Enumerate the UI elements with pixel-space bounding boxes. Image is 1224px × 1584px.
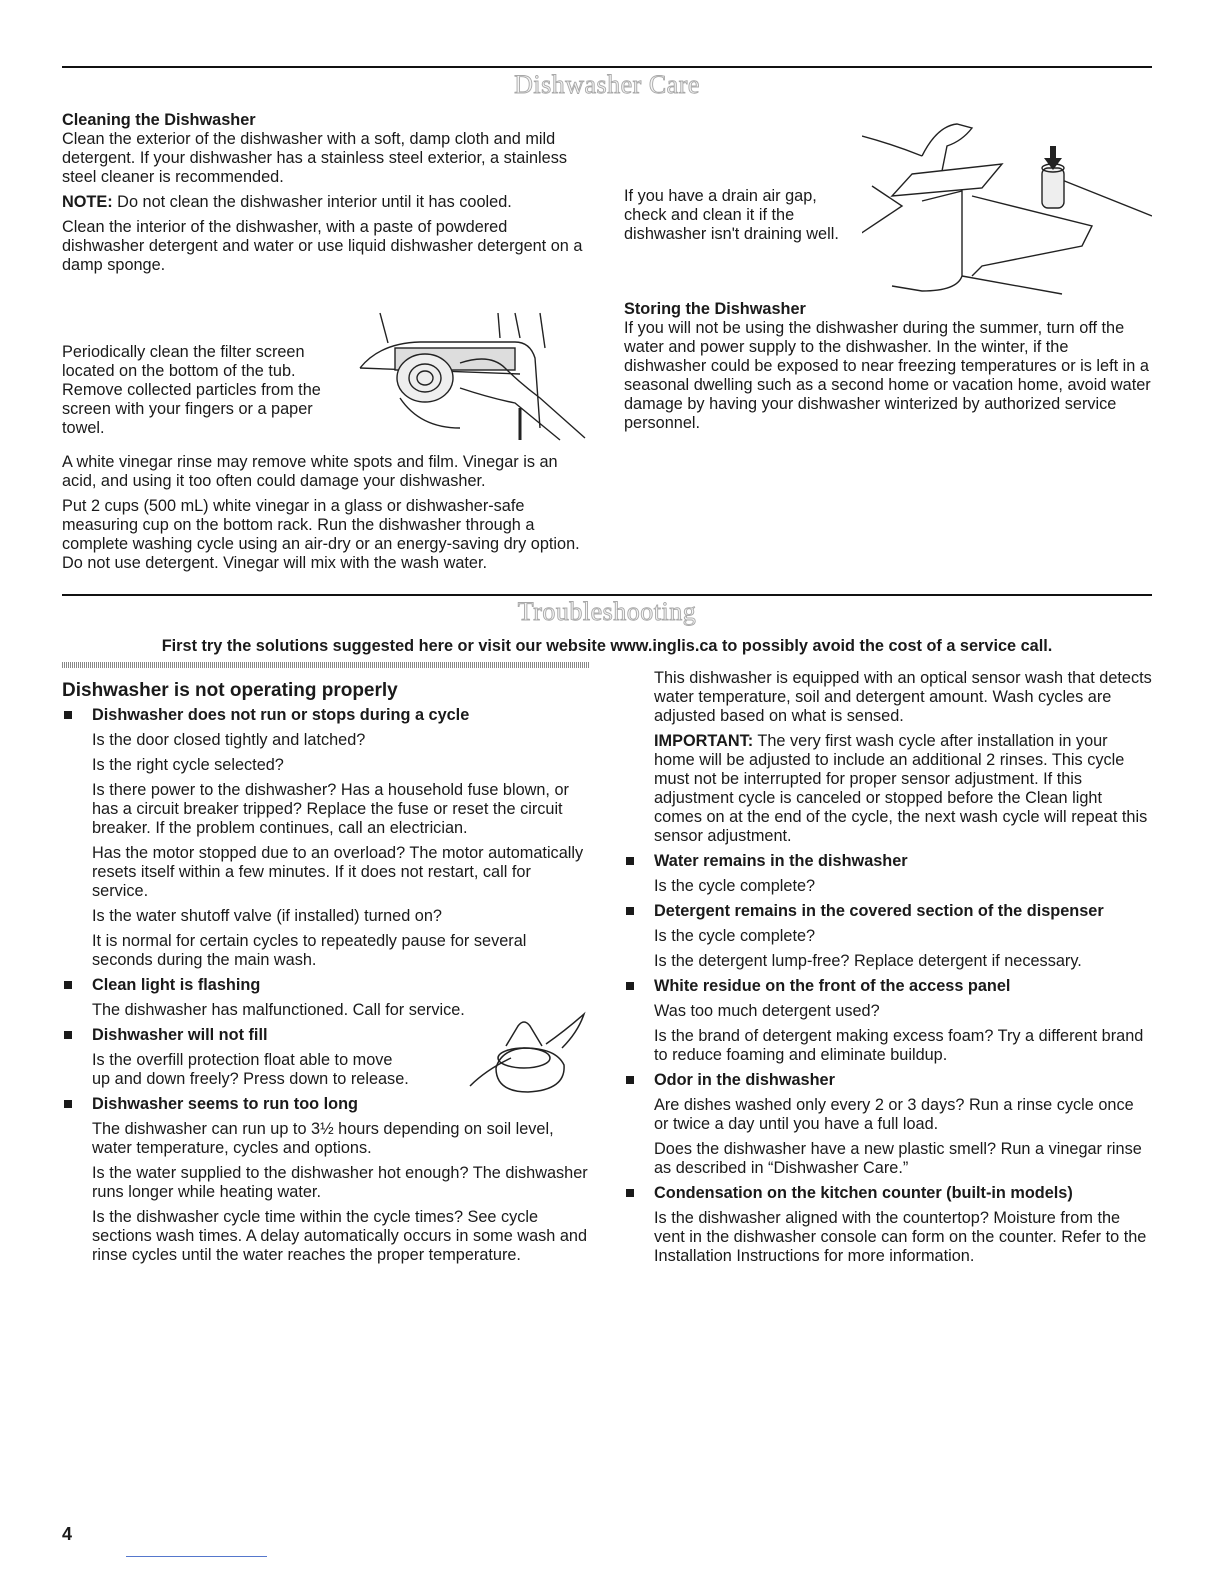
bullet-does-not-run: Dishwasher does not run or stops during a cycle — [62, 706, 590, 725]
bullet-odor: Odor in the dishwasher — [624, 1071, 1152, 1090]
troubleshooting-intro: First try the solutions suggested here or visit our website www.inglis.ca to possibly avoid the cost of a service call. — [161, 637, 1053, 655]
footer-link-underline — [126, 1556, 267, 1557]
line: Is the right cycle selected? — [92, 756, 284, 774]
air-gap-text: If you have a drain air gap, check and clean it if the dishwasher isn't draining well. — [624, 187, 839, 243]
vinegar-p2: Put 2 cups (500 mL) white vinegar in a glass or dishwasher-safe measuring cup on the bottom rack. Run the dishwasher through a complete washing cycle using an air-dry or an energy-saving dry option. Do not use detergent. Vinegar will mix with the wash water. — [62, 497, 580, 572]
note-paragraph — [62, 193, 590, 212]
bullet-condensation: Condensation on the kitchen counter (built-in models) — [624, 1184, 1152, 1203]
storing-section — [624, 300, 1152, 433]
note-text: Do not clean the dishwasher interior until it has cooled. — [112, 193, 512, 211]
line: Is the cycle complete? — [654, 927, 816, 945]
cleaning-p2: Clean the interior of the dishwasher, with a paste of powdered dishwasher detergent and water or use liquid dishwasher detergent on a damp sponge. — [62, 218, 583, 274]
line: Is the water shutoff valve (if installed) turned on? — [92, 907, 442, 925]
line: Is the brand of detergent making excess foam? Try a different brand to reduce foaming and eliminate buildup. — [654, 1027, 1144, 1064]
note-label: NOTE: — [62, 193, 113, 211]
line: Are dishes washed only every 2 or 3 days? Run a rinse cycle once or twice a day until you have a full load. — [654, 1096, 1134, 1133]
line: Is the dishwasher cycle time within the cycle times? See cycle sections wash times. A delay automatically occurs in some wash and rinse cycles until the water reaches the proper temperature. — [92, 1208, 588, 1264]
line: Was too much detergent used? — [654, 1002, 880, 1020]
cleaning-section — [62, 111, 590, 275]
line: Is the door closed tightly and latched? — [92, 731, 366, 749]
line: It is normal for certain cycles to repeatedly pause for several seconds during the main wash. — [92, 932, 527, 969]
right-column — [624, 669, 1152, 1266]
section-title-care: Dishwasher Care — [514, 70, 700, 99]
vinegar-p1: A white vinegar rinse may remove white spots and film. Vinegar is an acid, and using it too often could damage your dishwasher. — [62, 453, 558, 490]
top-rule — [62, 66, 1152, 68]
important-text: The very first wash cycle after installation in your home will be adjusted to include an additional 2 rinses. This cycle must not be interrupted for proper sensor adjustment. If this adjustment cycle is canceled or stopped before the Clean light comes on at the end of the cycle, the next wash cycle will repeat this sensor adjustment. — [654, 732, 1148, 845]
sensor-text: This dishwasher is equipped with an optical sensor wash that detects water temperature, soil and detergent amount. Wash cycles are adjusted based on what is sensed. — [654, 669, 1152, 725]
bullet-white-residue: White residue on the front of the access panel — [624, 977, 1152, 996]
page-number: 4 — [62, 1524, 73, 1544]
section-title-troubleshooting: Troubleshooting — [517, 597, 697, 626]
overfill-float-illustration — [466, 1010, 590, 1094]
bullet-clean-light: Clean light is flashing — [62, 976, 590, 995]
middle-rule — [62, 594, 1152, 596]
line: Does the dishwasher have a new plastic smell? Run a vinegar rinse as described in “Dishwasher Care.” — [654, 1140, 1142, 1177]
line: Is there power to the dishwasher? Has a household fuse blown, or has a circuit breaker tripped? Replace the fuse or reset the circuit breaker. If the problem continues, call an electrician. — [92, 781, 569, 837]
air-gap-illustration — [862, 116, 1152, 296]
vinegar-section — [62, 453, 590, 573]
bullet-water-remains: Water remains in the dishwasher — [624, 852, 1152, 871]
filter-screen-illustration — [340, 308, 590, 446]
line: Is the detergent lump-free? Replace detergent if necessary. — [654, 952, 1082, 970]
bullet-runs-too-long: Dishwasher seems to run too long — [62, 1095, 590, 1114]
line: The dishwasher can run up to 3½ hours depending on soil level, water temperature, cycles and options. — [92, 1120, 554, 1157]
line: Is the water supplied to the dishwasher hot enough? The dishwasher runs longer while heating water. — [92, 1164, 588, 1201]
left-column — [62, 681, 590, 1265]
line: Is the dishwasher aligned with the countertop? Moisture from the vent in the dishwasher console can form on the counter. Refer to the Installation Instructions for more information. — [654, 1209, 1147, 1265]
bullet-will-not-fill: Dishwasher will not fill — [62, 1026, 590, 1045]
important-label: IMPORTANT: — [654, 732, 754, 750]
important-paragraph — [624, 732, 1152, 846]
line: Has the motor stopped due to an overload? The motor automatically resets itself within a few minutes. If it does not restart, call for service. — [92, 844, 584, 900]
bullet-detergent-remains: Detergent remains in the covered section of the dispenser — [624, 902, 1152, 921]
cleaning-p1: Clean the exterior of the dishwasher with a soft, damp cloth and mild detergent. If your dishwasher has a stainless steel exterior, a stainless steel cleaner is recommended. — [62, 130, 567, 186]
storing-heading: Storing the Dishwasher — [624, 300, 806, 318]
storing-text: If you will not be using the dishwasher during the summer, turn off the water and power supply to the dishwasher. In the winter, if the dishwasher could be exposed to near freezing temperatures or is left in a seasonal dwelling such as a second home or vacation home, avoid water damage by having your dishwasher winterized by authorized service personnel. — [624, 319, 1151, 432]
line: Is the overfill protection float able to move up and down freely? Press down to release. — [92, 1051, 409, 1088]
subheading-hatch-bar — [62, 662, 590, 668]
line: Is the cycle complete? — [654, 877, 816, 895]
filter-text: Periodically clean the filter screen located on the bottom of the tub. Remove collected particles from the screen with your fingers or a paper towel. — [62, 343, 321, 437]
subheading-not-operating: Dishwasher is not operating properly — [62, 680, 398, 701]
cleaning-heading: Cleaning the Dishwasher — [62, 111, 256, 129]
line: The dishwasher has malfunctioned. Call for service. — [92, 1001, 465, 1019]
